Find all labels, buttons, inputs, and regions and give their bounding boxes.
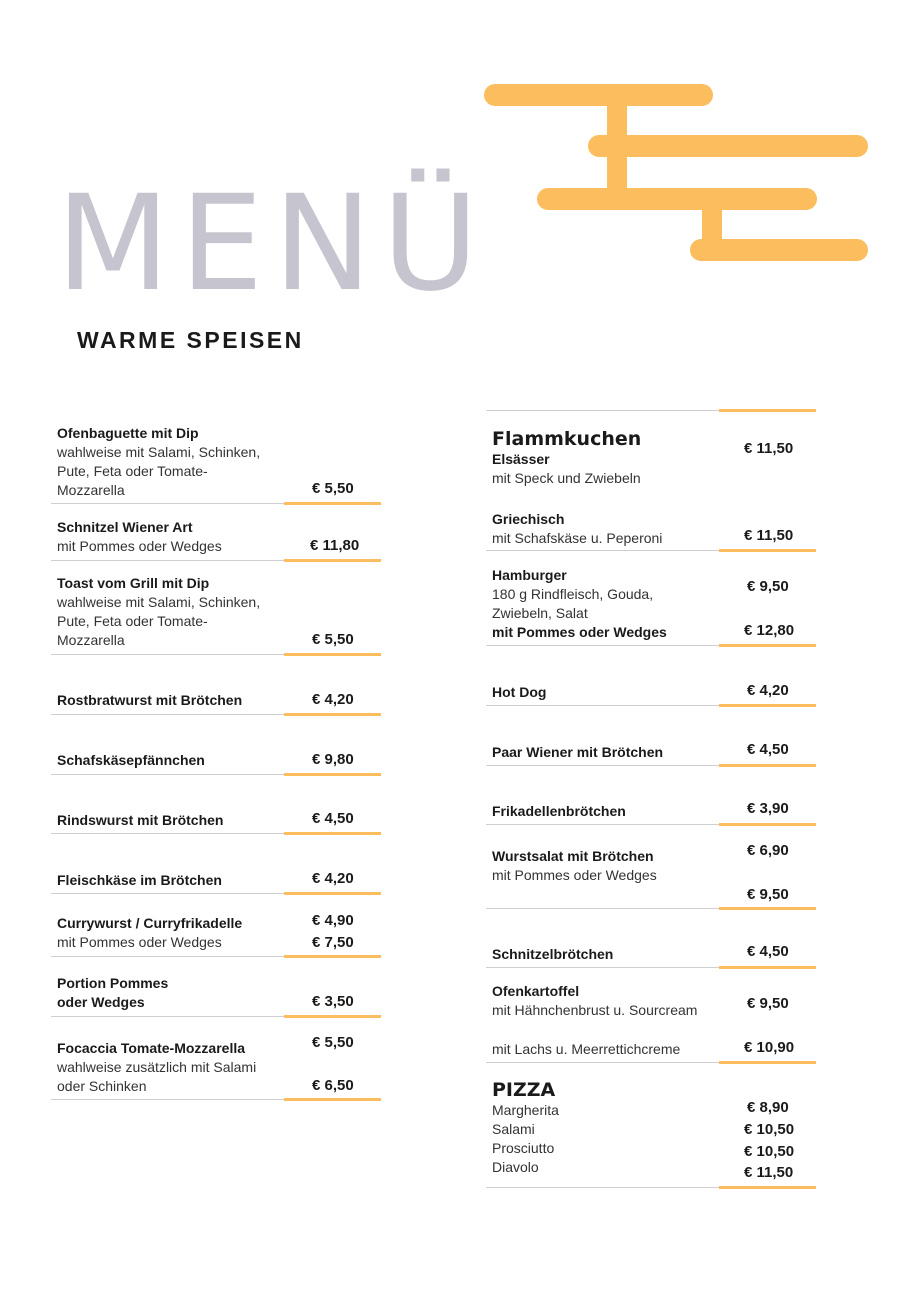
item-description: mit Speck und Zwiebeln xyxy=(492,470,641,486)
item-name: Hot Dog xyxy=(492,684,547,700)
price-underline xyxy=(719,644,816,647)
pizza-price: € 10,50 xyxy=(744,1121,795,1138)
menu-item xyxy=(57,1039,256,1096)
item-price-alt: € 10,90 xyxy=(744,1039,795,1056)
menu-item xyxy=(492,428,641,488)
item-price: € 4,90 xyxy=(312,912,354,929)
price-underline xyxy=(719,907,816,910)
menu-item xyxy=(57,974,168,1012)
item-name: Schafskäsepfännchen xyxy=(57,752,205,768)
item-name: Currywurst / Curryfrikadelle xyxy=(57,915,243,931)
item-description: wahlweise zusätzlich mit Salami xyxy=(57,1059,257,1075)
item-name: Frikadellenbrötchen xyxy=(492,803,626,819)
price-underline xyxy=(719,764,816,767)
item-description: wahlweise mit Salami, Schinken, xyxy=(57,444,261,460)
price-underline xyxy=(719,409,816,412)
item-price: € 4,20 xyxy=(312,870,354,887)
item-name: Rindswurst mit Brötchen xyxy=(57,812,224,828)
price-underline xyxy=(284,955,381,958)
item-price: € 4,50 xyxy=(747,741,789,758)
price-underline xyxy=(719,1061,816,1064)
price-underline xyxy=(284,713,381,716)
item-name: Toast vom Grill mit Dip xyxy=(57,575,210,591)
item-price: € 5,50 xyxy=(312,631,354,648)
item-name: Hamburger xyxy=(492,567,567,583)
menu-item xyxy=(492,847,657,885)
menu-item xyxy=(57,914,242,952)
item-price-alt: € 6,50 xyxy=(312,1077,354,1094)
item-description: Mozzarella xyxy=(57,482,125,498)
price-underline xyxy=(719,966,816,969)
item-description: Zwiebeln, Salat xyxy=(492,605,588,621)
pizza-price: € 10,50 xyxy=(744,1143,795,1160)
item-description: oder Schinken xyxy=(57,1078,147,1094)
item-name: Ofenbaguette mit Dip xyxy=(57,425,199,441)
item-price: € 9,50 xyxy=(747,578,789,595)
item-name: Focaccia Tomate-Mozzarella xyxy=(57,1040,246,1056)
item-price: € 6,90 xyxy=(747,842,789,859)
pizza-name: Salami xyxy=(492,1121,535,1137)
price-underline xyxy=(284,892,381,895)
item-name: Paar Wiener mit Brötchen xyxy=(492,744,664,760)
pizza-price: € 8,90 xyxy=(747,1099,789,1116)
menu-item xyxy=(492,683,546,702)
price-underline xyxy=(284,1098,381,1101)
item-description: mit Lachs u. Meerrettichcreme xyxy=(492,1041,681,1057)
item-name: Wurstsalat mit Brötchen xyxy=(492,848,654,864)
item-description: mit Hähnchenbrust u. Sourcream xyxy=(492,1002,698,1018)
price-underline xyxy=(719,549,816,552)
menu-item xyxy=(57,574,260,650)
menu-item xyxy=(57,691,242,710)
item-price: € 4,20 xyxy=(312,691,354,708)
price-underline xyxy=(284,653,381,656)
item-price: € 11,80 xyxy=(310,537,360,554)
item-description: Mozzarella xyxy=(57,632,125,648)
item-name: Schnitzel Wiener Art xyxy=(57,519,193,535)
menu-item xyxy=(492,802,626,821)
item-description: mit Pommes oder Wedges xyxy=(57,934,222,950)
pizza-heading: PIZZA xyxy=(492,1079,556,1101)
item-description: 180 g Rindfleisch, Gouda, xyxy=(492,586,654,602)
item-price: € 3,50 xyxy=(312,993,354,1010)
pizza-name: Margherita xyxy=(492,1102,559,1118)
price-underline xyxy=(284,502,381,505)
item-price-alt: € 7,50 xyxy=(312,934,354,951)
price-underline xyxy=(284,832,381,835)
item-price: € 4,50 xyxy=(312,810,354,827)
menu-item xyxy=(492,743,663,762)
menu-title: MENÜ xyxy=(56,167,489,321)
item-name: Ofenkartoffel xyxy=(492,983,580,999)
price-underline xyxy=(719,704,816,707)
price-underline xyxy=(719,1186,816,1189)
item-description: mit Pommes oder Wedges xyxy=(492,867,657,883)
item-price: € 9,50 xyxy=(747,995,789,1012)
item-name: Griechisch xyxy=(492,511,565,527)
item-price: € 4,50 xyxy=(747,943,789,960)
item-description: Pute, Feta oder Tomate- xyxy=(57,463,208,479)
menu-item xyxy=(492,566,667,642)
item-price: € 5,50 xyxy=(312,480,354,497)
item-price: € 11,50 xyxy=(744,527,794,544)
menu-item xyxy=(57,871,222,890)
item-name-line2: oder Wedges xyxy=(57,994,145,1010)
price-underline xyxy=(284,773,381,776)
menu-item xyxy=(57,424,260,500)
item-name: Fleischkäse im Brötchen xyxy=(57,872,222,888)
price-underline xyxy=(284,559,381,562)
menu-item xyxy=(492,510,662,548)
section-subtitle: WARME SPEISEN xyxy=(77,327,304,353)
item-description: mit Pommes oder Wedges xyxy=(57,538,222,554)
menu-item xyxy=(57,518,222,556)
pizza-name: Prosciutto xyxy=(492,1140,555,1156)
menu-item xyxy=(492,1040,680,1059)
pizza-price: € 11,50 xyxy=(744,1164,794,1181)
menu-item xyxy=(492,982,697,1020)
item-description: wahlweise mit Salami, Schinken, xyxy=(57,594,261,610)
price-underline xyxy=(284,1015,381,1018)
item-extra: mit Pommes oder Wedges xyxy=(492,624,667,640)
item-price: € 4,20 xyxy=(747,682,789,699)
menu-item xyxy=(57,751,205,770)
item-price: € 11,50 xyxy=(744,440,794,457)
pizza-name: Diavolo xyxy=(492,1159,539,1175)
item-description: Pute, Feta oder Tomate- xyxy=(57,613,208,629)
logo-graphic xyxy=(484,82,874,267)
item-name: Rostbratwurst mit Brötchen xyxy=(57,692,243,708)
price-underline xyxy=(719,823,816,826)
item-price-alt: € 12,80 xyxy=(744,622,795,639)
menu-item xyxy=(492,945,613,964)
item-name: Elsässer xyxy=(492,451,550,467)
flammkuchen-heading: Flammkuchen xyxy=(492,428,642,450)
item-price-alt: € 9,50 xyxy=(747,886,789,903)
item-price: € 5,50 xyxy=(312,1034,354,1051)
menu-item xyxy=(57,811,223,830)
item-name: Schnitzelbrötchen xyxy=(492,946,614,962)
item-price: € 9,80 xyxy=(312,751,354,768)
item-description: mit Schafskäse u. Peperoni xyxy=(492,530,663,546)
menu-item xyxy=(492,1079,559,1177)
item-price: € 3,90 xyxy=(747,800,789,817)
item-name: Portion Pommes xyxy=(57,975,169,991)
